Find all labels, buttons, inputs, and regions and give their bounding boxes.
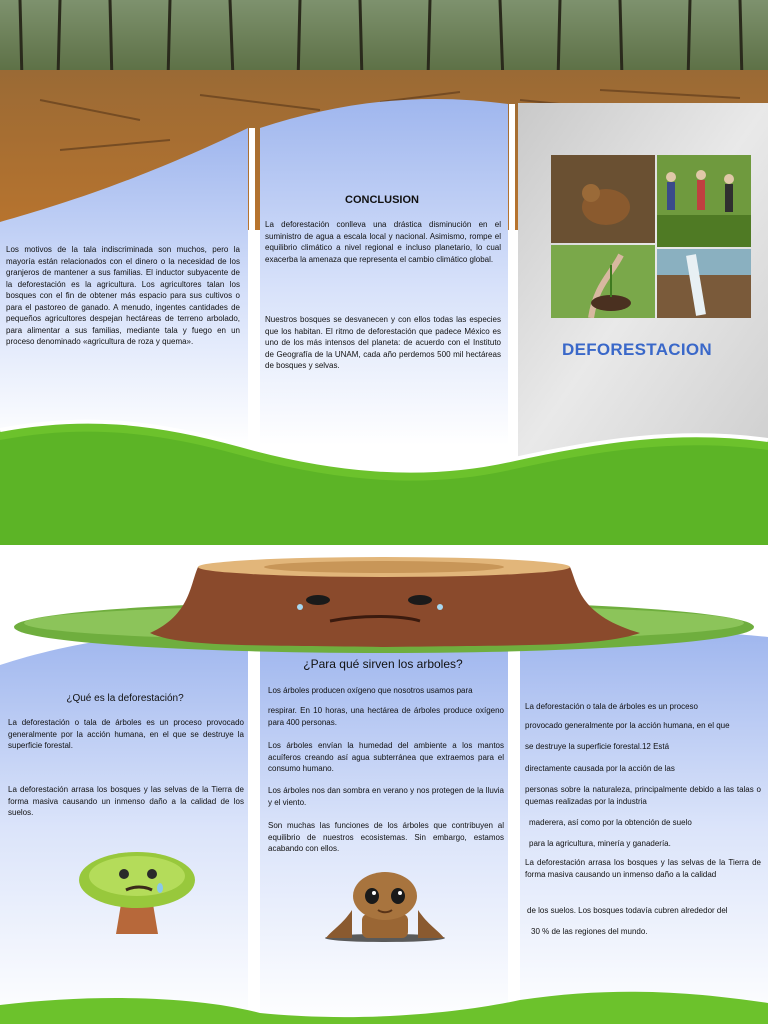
trees-paragraph-3: Los árboles envían la humedad del ambiente a los mantos acuíferos creando así agua subterránea que extraemos para el consumo humano. (268, 741, 504, 773)
right-line-4: directamente causada por la acción de las (525, 764, 675, 773)
brochure-title: DEFORESTACION (562, 340, 712, 359)
conclusion-paragraph-1: La deforestación conlleva una drástica disminución en el suministro de agua a escala local y nacional. Asimismo, rompe el equilibrio climático a nivel regional e incluso planetario, lo cual exacerba la amenaza que representa el cambio climático global. (265, 220, 501, 264)
what-is-paragraph-1: La deforestación o tala de árboles es un proceso provocado generalmente por la acción humana, en el que se destruye la superficie forestal. (8, 718, 244, 750)
right-line-9: de los suelos. Los bosques todavía cubren alrededor del (527, 906, 728, 915)
left-panel-text: Los motivos de la tala indiscriminada son muchos, pero la mayoría están relacionados con el dinero o la necesidad de los granjeros de mantener a sus familias. El inductor subyacente de la deforestación es la agricultura. Los agricultores talan los bosques con el fin de obtener más espacio para sus cultivos o para el pastoreo de ganado. A menudo, ingentes cantidades de pequeños agricultores despejan hectáreas de terreno arbolado, para alimentar a sus familias, mediante tala y fuego en un proceso denominado «agricultura de roza y quema». (6, 245, 240, 346)
trees-paragraph-5: Son muchas las funciones de los árboles que contribuyen al equilibrio de nuestros ecosistemas. Sin embargo, estamos acabando con ellos. (268, 821, 504, 853)
trees-purpose-heading: ¿Para qué sirven los arboles? (303, 657, 463, 671)
right-line-10: 30 % de las regiones del mundo. (531, 927, 648, 936)
right-line-3: se destruye la superficie forestal.12 Está (525, 742, 670, 751)
conclusion-paragraph-2: Nuestros bosques se desvanecen y con ellos todas las especies que los habitan. El ritmo de deforestación que padece México es uno de los más intensos del planeta: de acuerdo con el Instituto de Geografía de la UNAM, cada año perdemos 500 mil hectáreas de bosques y selvas. (265, 315, 501, 370)
trees-paragraph-4: Los árboles nos dan sombra en verano y nos protegen de la lluvia y el viento. (268, 786, 504, 807)
tree-character-illustration (322, 870, 448, 942)
right-line-8: La deforestación arrasa los bosques y las selvas de la Tierra de forma masiva causando un inmenso daño a la calidad (525, 858, 761, 879)
trees-paragraph-2: respirar. En 10 horas, una hectárea de árboles produce oxígeno para 400 personas. (268, 706, 504, 727)
right-line-7: para la agricultura, minería y ganadería. (529, 839, 671, 848)
right-line-6: maderera, así como por la obtención de suelo (529, 818, 692, 827)
what-is-heading: ¿Qué es la deforestación? (66, 693, 184, 704)
right-line-5: personas sobre la naturaleza, principalmente debido a las talas o quemas realizadas por la industria (525, 785, 761, 806)
sad-tree-illustration (72, 848, 202, 938)
right-line-2: provocado generalmente por la acción humana, en el que (525, 721, 730, 730)
trees-paragraph-1: Los árboles producen oxígeno que nosotros usamos para (268, 686, 473, 695)
right-line-1: La deforestación o tala de árboles es un proceso (525, 702, 699, 711)
what-is-paragraph-2: La deforestación arrasa los bosques y las selvas de la Tierra de forma masiva causando un inmenso daño a la calidad de los suelos. (8, 785, 244, 817)
conclusion-heading: CONCLUSION (345, 194, 419, 206)
